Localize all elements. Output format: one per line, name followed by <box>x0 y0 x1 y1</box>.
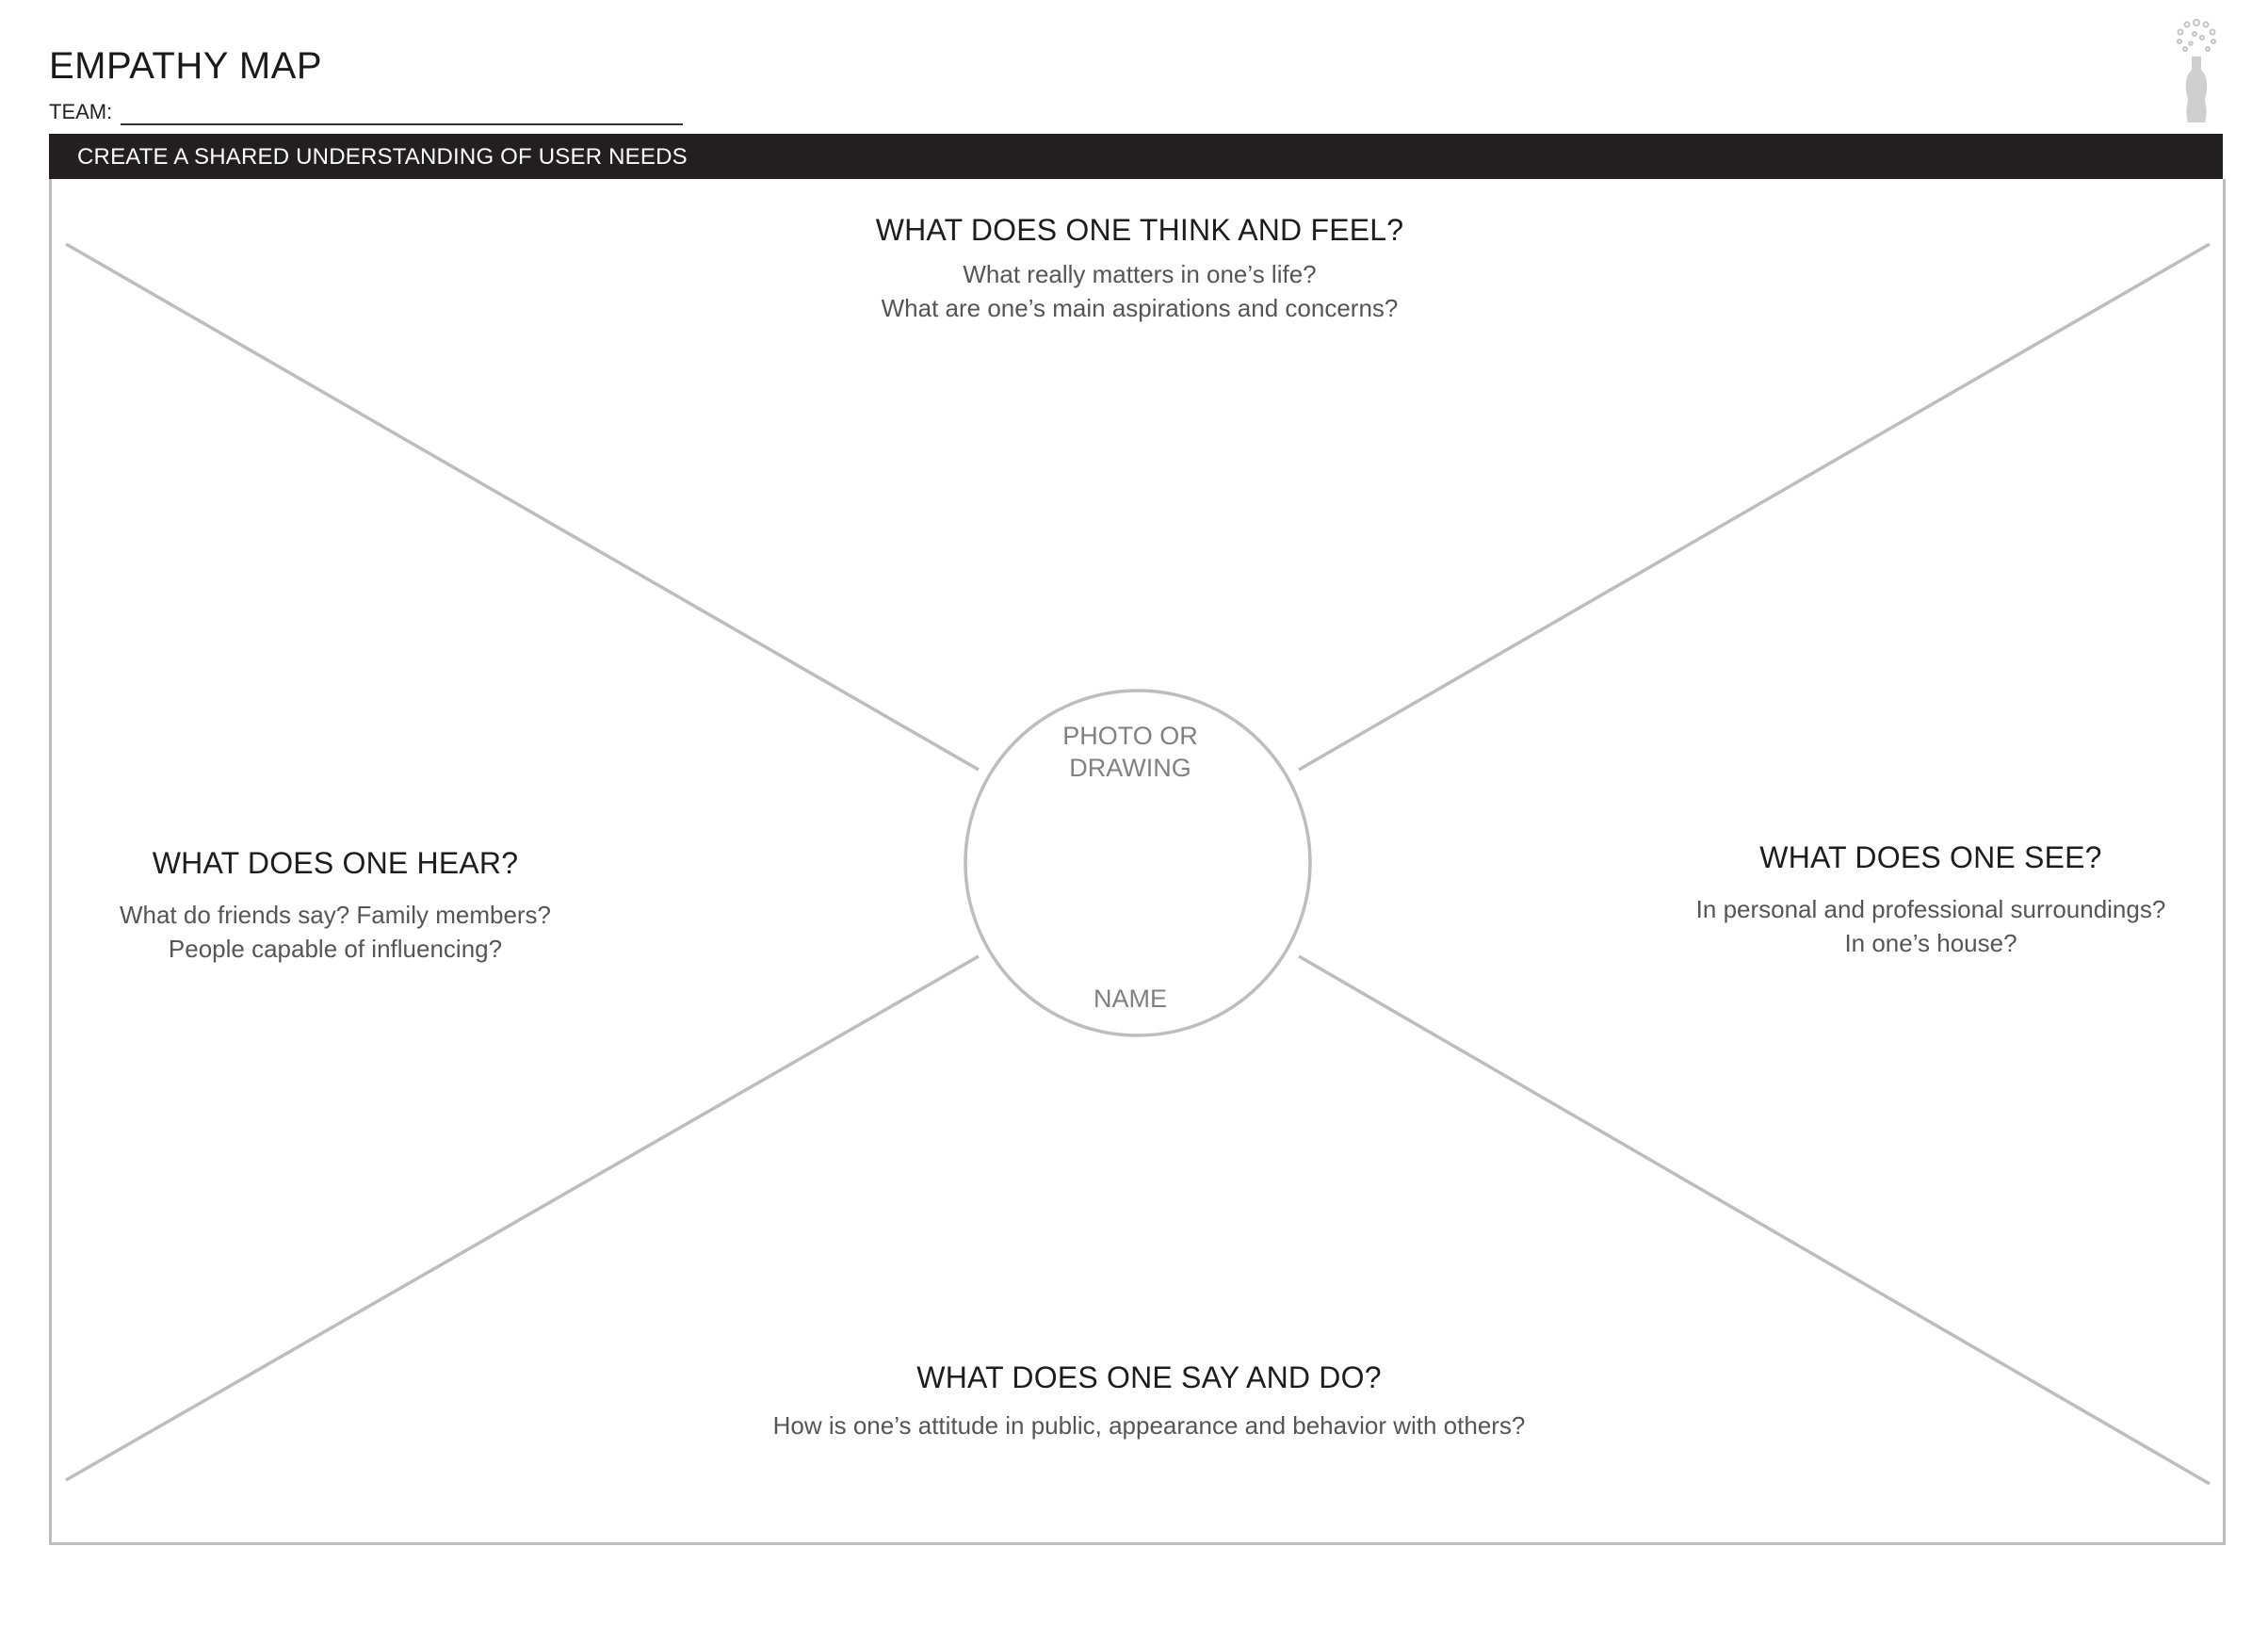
hear-prompt-1: What do friends say? Family members? <box>119 901 552 929</box>
photo-label-2: DRAWING <box>1069 754 1191 782</box>
persona-name-label: NAME <box>1093 985 1167 1013</box>
photo-label-1: PHOTO OR <box>1062 722 1198 750</box>
page-title: EMPATHY MAP <box>49 45 322 87</box>
see-prompt-1: In personal and professional surroundings? <box>1695 895 2166 923</box>
think-feel-prompt-2: What are one’s main aspirations and concerns? <box>881 294 1399 322</box>
think-feel-heading: WHAT DOES ONE THINK AND FEEL? <box>875 213 1404 247</box>
hear-heading: WHAT DOES ONE HEAR? <box>152 846 519 880</box>
hear-section <box>53 846 618 966</box>
think-feel-prompt-1: What really matters in one’s life? <box>963 260 1317 288</box>
see-heading: WHAT DOES ONE SEE? <box>1759 840 2102 874</box>
see-prompt-2: In one’s house? <box>1844 929 2017 957</box>
say-do-heading: WHAT DOES ONE SAY AND DO? <box>916 1360 1382 1394</box>
think-feel-section <box>716 213 1563 325</box>
banner-text: CREATE A SHARED UNDERSTANDING OF USER NEEDS <box>77 144 688 170</box>
hear-prompt-2: People capable of influencing? <box>168 935 503 963</box>
say-do-section <box>659 1360 1639 1442</box>
see-section <box>1639 840 2223 960</box>
say-do-prompt-1: How is one’s attitude in public, appearance and behavior with others? <box>772 1411 1526 1440</box>
photo-placeholder[interactable] <box>989 720 1272 784</box>
team-label: TEAM: <box>49 100 113 123</box>
